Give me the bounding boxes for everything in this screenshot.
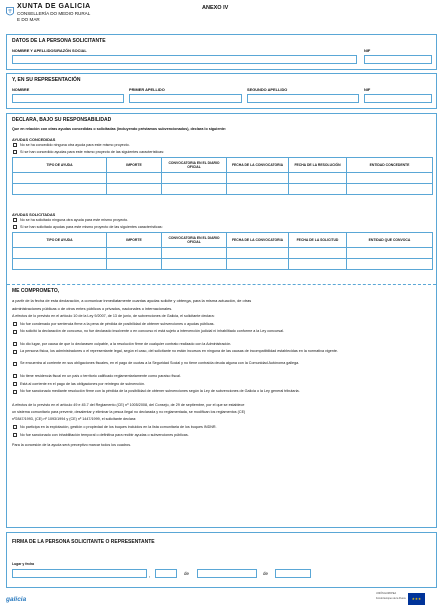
galicia-logo: galicia	[6, 596, 27, 603]
dia-field[interactable]	[155, 569, 177, 578]
name-label: NOMBRE Y APELLIDOS/RAZÓN SOCIAL	[12, 48, 87, 53]
declaracion-text-8: No fue sancionado mediante resolución firme con la pérdida de la posibilidad de obtener subvenciones según la Ley de subvenciones de Galicia o la Ley general tributaria.	[20, 389, 300, 393]
nif-label: NIF	[364, 48, 371, 53]
de-label-1: de	[184, 571, 190, 576]
concedidas-cell[interactable]	[347, 184, 433, 195]
nif-field[interactable]	[364, 55, 432, 64]
section-title-solicitante: DATOS DE LA PERSONA SOLICITANTE	[12, 38, 106, 44]
concedidas-header: CONVOCATORIA EN EL DIARIO OFICIAL	[162, 158, 227, 173]
rep-apellido2-label: SEGUNDO APELLIDO	[247, 87, 288, 92]
declaracion-text-2: No solicitó la declaración de concurso, no fue declarado insolvente o en concurso ni está sujeto a intervención judicial ni inhabilitado conforme a la Ley concursal.	[20, 329, 285, 333]
solicitadas-cell[interactable]	[162, 248, 227, 259]
solicitadas-header: FECHA DE LA CONVOCATORIA	[227, 233, 289, 248]
concedidas-header: FECHA DE LA CONVOCATORIA	[227, 158, 289, 173]
solicitadas-table	[12, 232, 433, 270]
solicitadas-cell[interactable]	[347, 259, 433, 270]
concedidas-header: ENTIDAD CONCEDENTE	[347, 158, 433, 173]
concedidas-cell[interactable]	[107, 173, 162, 184]
rep-apellido2-field[interactable]	[247, 94, 359, 103]
solicitadas-no-checkbox[interactable]	[13, 218, 17, 222]
reglamento-checkbox-1[interactable]	[13, 425, 17, 429]
section-declaracion	[6, 113, 437, 528]
section-solicitante	[6, 34, 437, 70]
rep-apellido1-field[interactable]	[129, 94, 242, 103]
solicitadas-cell[interactable]	[347, 248, 433, 259]
reglamento-line-3: nº2847/1993, (CE) nº 1093/1994 y (CE) nº 1447/1999, el solicitante declara:	[12, 417, 137, 421]
solicitadas-cell[interactable]	[227, 259, 289, 270]
concedidas-si-label: Sí se han concedido ayudas para este mismo proyecto de las siguientes características:	[20, 150, 165, 154]
concedidas-cell[interactable]	[289, 184, 347, 195]
concedidas-cell[interactable]	[227, 173, 289, 184]
section-title-declara: DECLARA, BAJO SU RESPONSABILIDAD	[12, 117, 112, 123]
concedidas-cell[interactable]	[162, 184, 227, 195]
reglamento-checkbox-2[interactable]	[13, 433, 17, 437]
compromiso-title: ME COMPROMETO,	[12, 288, 60, 294]
cofinanciacion-label: UNIÓN EUROPEA	[376, 592, 397, 595]
lugar-field[interactable]	[12, 569, 147, 578]
solicitadas-no-label: No se ha solicitado ninguna otra ayuda para este mismo proyecto.	[20, 218, 129, 222]
annex-title: ANEXO IV	[202, 5, 229, 11]
comma-separator: ,	[149, 573, 151, 579]
concedidas-header: IMPORTE	[107, 158, 162, 173]
declaracion-checkbox-4[interactable]	[13, 350, 17, 354]
solicitadas-cell[interactable]	[162, 259, 227, 270]
rep-nombre-field[interactable]	[12, 94, 124, 103]
concedidas-no-checkbox[interactable]	[13, 143, 17, 147]
reglamento-line-2: un sistema comunitario para prevenir, desalentar y eliminar la pesca ilegal no declarada y no reglamentada, se modifican los reglamentos (CE)	[12, 410, 246, 414]
mes-field[interactable]	[197, 569, 257, 578]
lugar-fecha-label: Lugar y fecha	[12, 562, 35, 566]
concedidas-cell[interactable]	[347, 173, 433, 184]
concedidas-cell[interactable]	[162, 173, 227, 184]
declaracion-text-6: No tiene residencia fiscal en un país o territorio calificado reglamentariamente como paraíso fiscal.	[20, 374, 181, 378]
solicitadas-header: CONVOCATORIA EN EL DIARIO OFICIAL	[162, 233, 227, 248]
efectos-intro: A efectos de lo previsto en el artículo 10 de la Ley 9/2007, de 13 de junio, de subvenciones de Galicia, el solicitante declara:	[12, 314, 215, 318]
concedidas-header: TIPO DE AYUDA	[13, 158, 107, 173]
org-name: XUNTA DE GALICIA	[17, 3, 91, 10]
concedidas-cell[interactable]	[289, 173, 347, 184]
solicitadas-cell[interactable]	[227, 248, 289, 259]
concedidas-header: FECHA DE LA RESOLUCIÓN	[289, 158, 347, 173]
concedidas-cell[interactable]	[13, 184, 107, 195]
section-firma	[6, 532, 437, 588]
declaracion-text-4: La persona física, los administradores o el representante legal, según el caso, del solicitante no están incursos en ninguna de las causas de incompatibilidad establecidas en la normativa vigente.	[20, 349, 338, 353]
solicitadas-cell[interactable]	[107, 259, 162, 270]
solicitadas-cell[interactable]	[289, 248, 347, 259]
solicitadas-title: AYUDAS SOLICITADAS	[12, 212, 56, 217]
declaracion-checkbox-8[interactable]	[13, 390, 17, 394]
solicitadas-header: FECHA DE LA SOLICITUD	[289, 233, 347, 248]
declaracion-checkbox-3[interactable]	[13, 342, 17, 346]
solicitadas-si-checkbox[interactable]	[13, 225, 17, 229]
section-title-firma: FIRMA DE LA PERSONA SOLICITANTE O REPRESENTANTE	[12, 539, 155, 545]
declara-intro: Que en relación con otras ayudas concedidas o solicitadas (incluyendo préstamos subvencionados), declara lo siguiente:	[12, 127, 227, 131]
reglamento-text-2: No fue sancionado con inhabilitación temporal o definitiva para recibir ayudas o subvenciones públicas.	[20, 433, 189, 437]
name-field[interactable]	[12, 55, 357, 64]
solicitadas-cell[interactable]	[13, 248, 107, 259]
rep-nombre-label: NOMBRE	[12, 87, 30, 92]
reglamento-line-1: A efectos de lo previsto en el artículo 49 e 45.7 del Reglamento (CE) nº 1005/2008, del Consejo, de 29 de septiembre, por el que se establece	[12, 403, 245, 407]
concedidas-title: AYUDAS CONCEDIDAS	[12, 137, 56, 142]
declaracion-checkbox-6[interactable]	[13, 374, 17, 378]
declaracion-checkbox-5[interactable]	[13, 362, 17, 366]
section-divider	[7, 284, 436, 285]
declaracion-text-5: Se encuentra al corriente en sus obligaciones fiscales, en el pago de cuotas a la Seguridad Social y no tiene contraída deuda alguna con la Comunidad Autónoma gallega.	[20, 361, 300, 365]
declaracion-text-3: No dio lugar, por causa de que lo declarasen culpable, a la resolución firme de cualquier contrato realizado con la Administración.	[20, 342, 232, 346]
rep-apellido1-label: PRIMER APELLIDO	[129, 87, 165, 92]
concedidas-cell[interactable]	[107, 184, 162, 195]
solicitadas-si-label: Sí se han solicitado ayudas para este mismo proyecto de las siguientes características:	[20, 225, 163, 229]
solicitadas-cell[interactable]	[289, 259, 347, 270]
department-name: CONSELLERÍA DO MEDIO RURAL E DO MAR	[17, 11, 91, 22]
section-representante	[6, 73, 437, 109]
final-note: Para la concesión de la ayuda será preceptivo marcar todos los cuadros.	[12, 443, 132, 447]
declaracion-checkbox-7[interactable]	[13, 382, 17, 386]
solicitadas-header: IMPORTE	[107, 233, 162, 248]
ano-field[interactable]	[275, 569, 311, 578]
eu-flag-icon: ★★★	[408, 593, 425, 605]
rep-nif-label: NIF	[364, 87, 371, 92]
compromiso-line-2: administraciones públicas o de otros entes públicos o privados, nacionales o internacionales.	[12, 306, 173, 311]
solicitadas-header: ENTIDAD QUE CONVOCA	[347, 233, 433, 248]
reglamento-text-1: No participa en la explotación, gestión o propiedad de los buques incluidos en la lista comunitaria de los buques INDNR.	[20, 425, 217, 429]
concedidas-cell[interactable]	[13, 173, 107, 184]
rep-nif-field[interactable]	[364, 94, 432, 103]
declaracion-checkbox-2[interactable]	[13, 330, 17, 334]
compromiso-line-1: a partir de la fecha de esta declaración, a comunicar inmediatamente cuantas ayudas solicite y obtenga, para la misma actuación, de otras	[12, 298, 252, 303]
fund-label: Fondo Europeo de la Pesca	[376, 597, 406, 600]
concedidas-no-label: No se ha concedido ninguna otra ayuda para este mismo proyecto.	[20, 143, 130, 147]
solicitadas-cell[interactable]	[13, 259, 107, 270]
solicitadas-header: TIPO DE AYUDA	[13, 233, 107, 248]
de-label-2: de	[263, 571, 269, 576]
section-title-representante: Y, EN SU REPRESENTACIÓN	[12, 77, 81, 83]
concedidas-cell[interactable]	[227, 184, 289, 195]
declaracion-text-1: No fue condenado por sentencia firme a la pena de pérdida de posibilidad de obtener subvenciones o ayudas públicas.	[20, 322, 215, 326]
xunta-shield-icon	[6, 4, 14, 14]
concedidas-si-checkbox[interactable]	[13, 150, 17, 154]
declaracion-checkbox-1[interactable]	[13, 322, 17, 326]
concedidas-table	[12, 157, 433, 195]
declaracion-text-7: Está al corriente en el pago de las obligaciones por reintegro de subvención.	[20, 382, 146, 386]
solicitadas-cell[interactable]	[107, 248, 162, 259]
